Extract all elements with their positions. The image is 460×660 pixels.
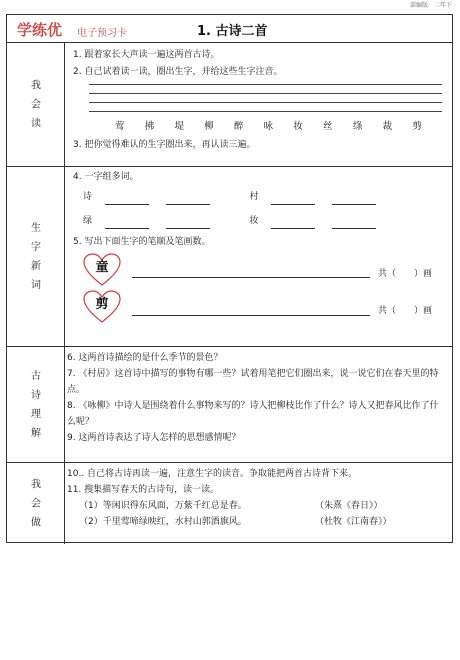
section-label-read: 我 会 读: [7, 43, 65, 166]
new-char: 咏: [263, 121, 274, 132]
new-char: 拂: [144, 121, 155, 132]
new-char: 柳: [204, 121, 214, 132]
stroke-count: 共（ ）画: [378, 306, 433, 316]
new-char: 丝: [323, 121, 333, 132]
word-group-row-1: [83, 189, 444, 205]
word-blank[interactable]: [271, 194, 315, 205]
lesson-title: 1. 古诗二首: [197, 24, 268, 39]
new-char: 妆: [293, 121, 303, 132]
word-blank[interactable]: [271, 218, 315, 229]
word-group-row-2: [83, 213, 444, 229]
section-label-characters: 生 字 新 词: [7, 167, 65, 346]
pinyin-line-2[interactable]: [89, 93, 442, 94]
preview-card: [6, 14, 453, 543]
question-8: 8. 《咏柳》中诗人是围绕着什么事物来写的？诗人把柳枝比作了什么？诗人又把春风比作了什么呢？: [67, 401, 439, 427]
new-char: 裁: [382, 121, 393, 132]
section-label-practice: 我 会 做: [7, 463, 65, 544]
heart-frame-icon: [83, 253, 121, 287]
new-char: 堤: [174, 121, 184, 132]
stroke-char: 剪: [95, 297, 109, 312]
word-blank[interactable]: [105, 218, 149, 229]
word-char: 诗: [83, 192, 93, 202]
question-3: 3. 把你觉得难认的生字圈出来，再认读三遍。: [73, 140, 256, 150]
section-practice: [7, 463, 452, 544]
word-blank[interactable]: [166, 218, 210, 229]
poem-source-1: （朱熹《春日》）: [315, 501, 383, 511]
word-blank[interactable]: [332, 194, 376, 205]
word-char: 妆: [249, 216, 259, 226]
question-1: 1. 跟着家长大声读一遍这两首古诗。: [73, 50, 220, 60]
question-9: 9. 这两首诗表达了诗人怎样的思想感情呢？: [67, 433, 241, 443]
section-understanding: [7, 347, 452, 463]
section-read: [7, 43, 452, 167]
new-char: 醉: [233, 121, 244, 132]
new-characters-row: [115, 119, 422, 135]
word-blank[interactable]: [166, 194, 210, 205]
section-label-understanding: 古 诗 理 解: [7, 347, 65, 462]
card-header: [7, 15, 452, 43]
question-11: 11. 搜集描写春天的古诗句，读一读。: [67, 485, 220, 495]
question-6: 6. 这两首诗描绘的是什么季节的景色？: [67, 353, 223, 363]
stroke-char: 童: [95, 260, 109, 275]
poem-source-2: （杜牧《江南春》）: [315, 517, 392, 527]
stroke-count: 共（ ）画: [378, 269, 433, 279]
stroke-order-line[interactable]: [132, 277, 370, 278]
new-char: 绦: [352, 121, 363, 132]
poem-line-2: （2）千里莺啼绿映红，水村山郭酒旗风。: [79, 517, 247, 527]
question-10: 10.. 自己将古诗再读一遍，注意生字的读音。争取能把两首古诗背下来。: [67, 469, 358, 479]
pinyin-line-3[interactable]: [89, 102, 442, 103]
poem-line-1: （1）等闲识得东风面，万紫千红总是春。: [79, 501, 247, 511]
question-5: 5. 写出下面生字的笔顺及笔画数。: [73, 237, 211, 247]
section-understanding-content: [67, 347, 444, 462]
brand-logo-text: 学练优: [17, 21, 63, 39]
question-7: 7. 《村居》这首诗中描写的事物有哪一些？试着用笔把它们圈出来，说一说它们在春天里的特点。: [67, 369, 439, 395]
brand-subtitle: 电子预习卡: [77, 28, 127, 39]
word-char: 村: [249, 192, 259, 202]
question-4: 4. 一字组多词。: [73, 172, 139, 182]
question-2: 2. 自己试着读一读，圈出生字，并给这些生字注音。: [73, 67, 283, 77]
word-blank[interactable]: [105, 194, 149, 205]
section-read-content: [73, 43, 444, 166]
section-practice-content: [67, 463, 444, 544]
section-characters: [7, 167, 452, 347]
new-char: 剪: [412, 121, 422, 132]
new-char: 莺: [115, 121, 125, 132]
heart-frame-icon: [83, 290, 121, 324]
pinyin-line-4[interactable]: [89, 111, 442, 112]
stroke-order-line[interactable]: [132, 315, 370, 316]
word-char: 绿: [83, 216, 93, 226]
section-characters-content: [73, 167, 444, 346]
word-blank[interactable]: [332, 218, 376, 229]
pinyin-line-1[interactable]: [89, 84, 442, 85]
page-meta: 部编版 二年下: [409, 2, 452, 9]
